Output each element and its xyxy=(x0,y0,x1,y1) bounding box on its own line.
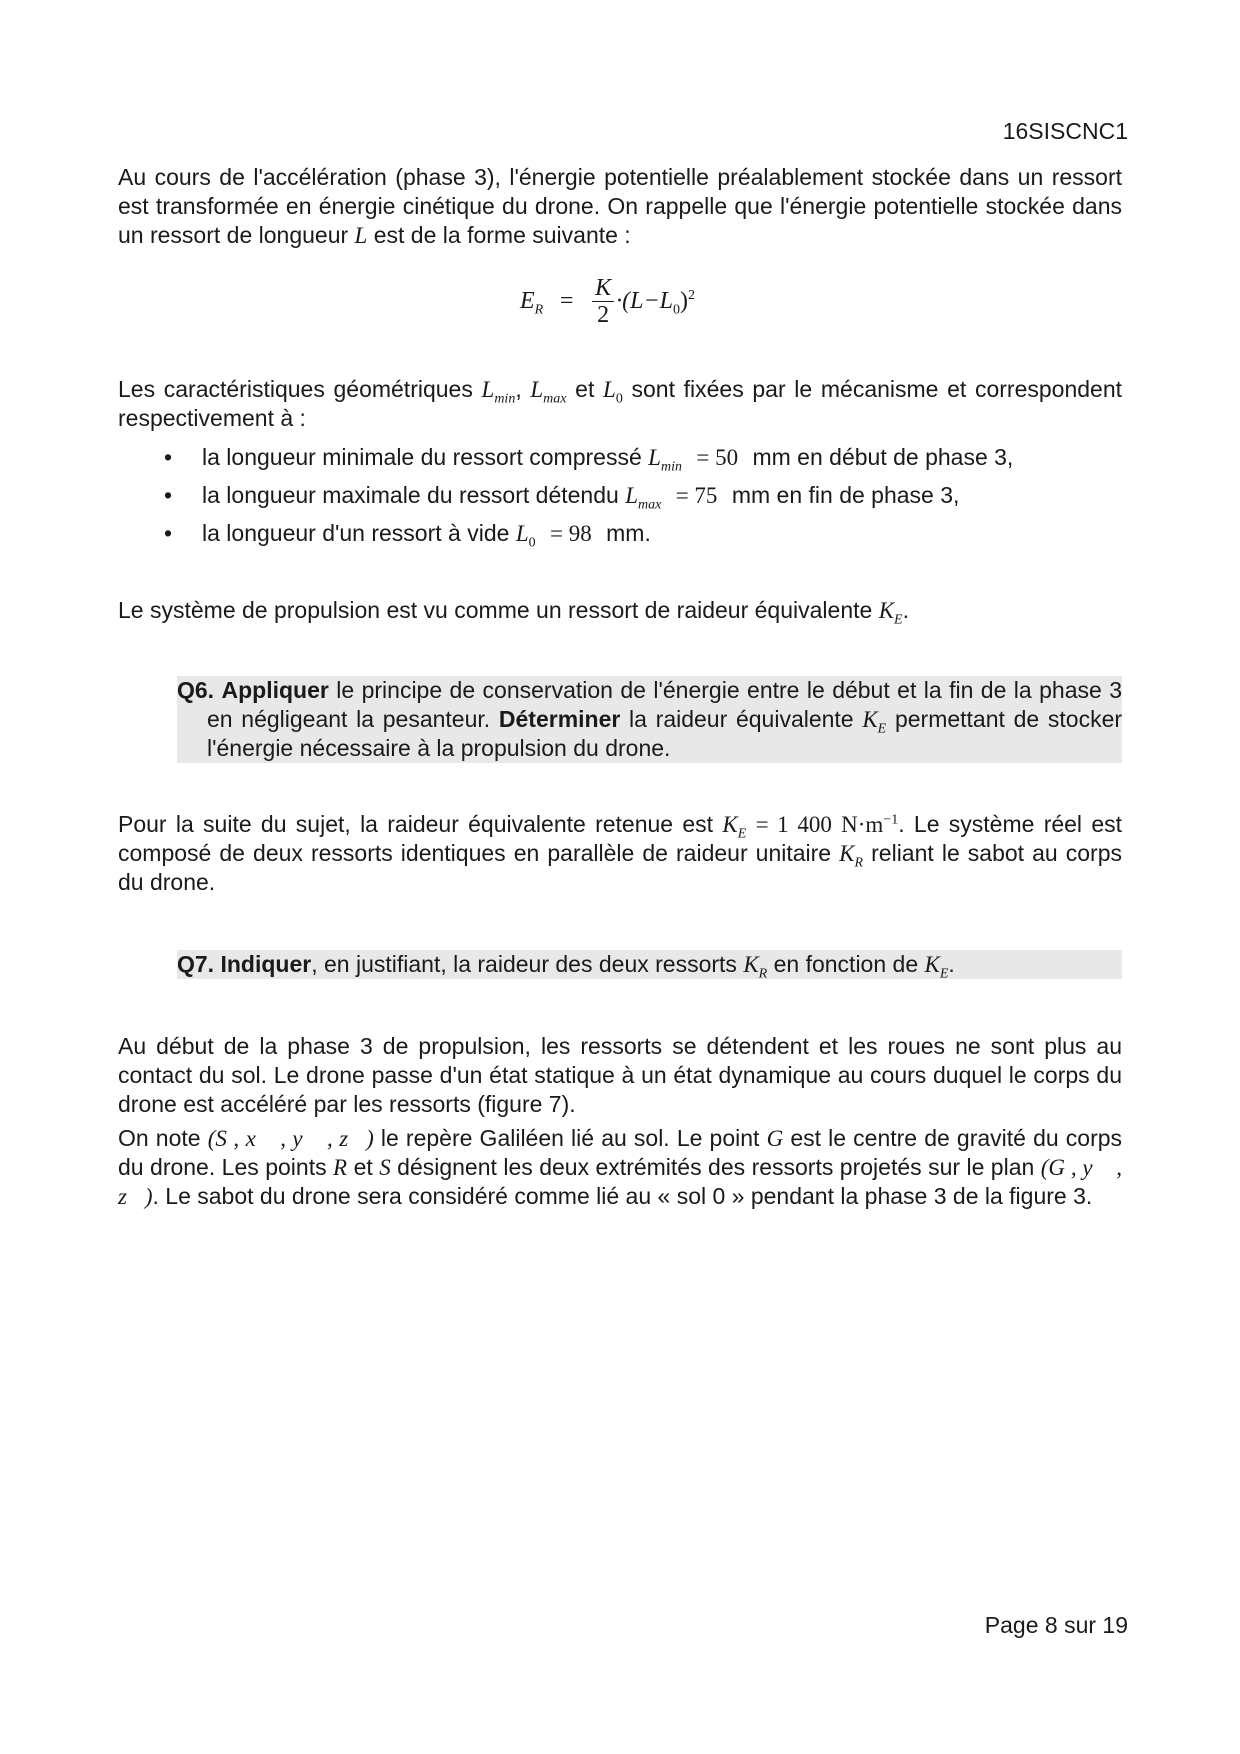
propulsion-paragraph xyxy=(118,596,1122,628)
suite-unit: N·m xyxy=(841,812,884,837)
suite-text-2: . Le système réel est composé de deux ressorts identiques en parallèle de raideur unitaire xyxy=(118,811,1123,866)
item-value: = 50 xyxy=(696,445,739,470)
item-text: la longueur minimale du ressort compressé xyxy=(202,444,642,470)
symbol-lmin: L xyxy=(481,377,495,402)
document-reference: 16SISCNC1 xyxy=(1002,118,1128,144)
q6-verb-appliquer: Appliquer xyxy=(221,677,329,703)
point-g: G xyxy=(766,1126,784,1151)
item-symbol-sub: max xyxy=(637,497,662,513)
phase3-text-2e: désignent les deux extrémités des ressorts projetés sur le plan xyxy=(397,1154,1035,1180)
propulsion-text: Le système de propulsion est vu comme un ressort de raideur équivalente xyxy=(118,597,873,623)
q7-symbol-ke-sub: E xyxy=(939,966,949,982)
suite-text-3: reliant le sabot au corps du drone. xyxy=(118,840,1123,895)
point-r: R xyxy=(333,1155,348,1180)
item-symbol: L xyxy=(648,445,661,470)
item-value: = 98 xyxy=(550,521,592,546)
phase3-text-2b: le repère Galiléen lié au sol. Le point xyxy=(380,1125,760,1151)
item-value: = 75 xyxy=(675,483,718,508)
length-list xyxy=(118,438,1122,552)
energy-equation xyxy=(0,275,1240,335)
q7-label: Q7. xyxy=(177,951,215,977)
phase3-text-2c: est le centre de gravité du corps du drone. Les points xyxy=(118,1125,1123,1180)
q7-end: . xyxy=(948,951,955,977)
phase3-paragraph-2 xyxy=(118,1124,1122,1211)
q6-text-1: le principe de conservation de l'énergie entre le début et la fin de la phase 3 en négligeant la pesanteur. xyxy=(207,677,1122,732)
plane-gyz: (G , y⃗ , z⃗) xyxy=(118,1155,1123,1209)
q6-verb-determiner: Déterminer xyxy=(498,706,621,732)
symbol-L: L xyxy=(354,223,368,248)
suite-unit-exponent: −1 xyxy=(883,812,899,828)
list-item xyxy=(118,438,1122,476)
suite-symbol-kr-sub: R xyxy=(854,855,864,871)
item-symbol-sub: min xyxy=(660,459,682,475)
symbol-lmax: L xyxy=(530,377,544,402)
list-item xyxy=(118,514,1122,552)
q6-text-2: la raideur équivalente xyxy=(629,706,854,732)
q6-label: Q6. xyxy=(177,677,215,703)
eq-rhs-sub: 0 xyxy=(673,302,681,318)
geometry-text-2: sont fixées par le mécanisme et correspondent respectivement à : xyxy=(118,376,1123,431)
suite-value: = 1 400 xyxy=(755,812,832,837)
item-unit-text: mm en début de phase 3, xyxy=(752,444,1014,470)
point-s: S xyxy=(379,1155,391,1180)
item-symbol: L xyxy=(515,521,529,546)
item-text: la longueur maximale du ressort détendu xyxy=(202,482,619,508)
q7-verb-indiquer: Indiquer xyxy=(220,951,312,977)
eq-numerator: K xyxy=(592,275,614,302)
question-q6 xyxy=(177,676,1122,763)
suite-symbol-ke: K xyxy=(722,812,738,837)
page-number: Page 8 sur 19 xyxy=(984,1612,1128,1638)
phase3-paragraph-1 xyxy=(118,1032,1122,1119)
item-unit-text: mm en fin de phase 3, xyxy=(731,482,960,508)
symbol-l0: L xyxy=(603,377,616,402)
phase3-text-1: Au début de la phase 3 de propulsion, les ressorts se détendent et les roues ne sont plus au contact du sol. Le drone passe d'un état statique à un état dynamique au cours duquel le corps du drone est accéléré par les ressorts (figure 7). xyxy=(118,1033,1122,1117)
list-item xyxy=(118,476,1122,514)
q6-text-3: permettant de stocker l'énergie nécessaire à la propulsion du drone. xyxy=(207,706,1123,761)
geometry-text-1: Les caractéristiques géométriques xyxy=(118,376,473,402)
intro-text-1: Au cours de l'accélération (phase 3), l'énergie potentielle préalablement stockée dans un ressort est transformée en énergie cinétique du drone. On rappelle que l'énergie potentielle stockée dans un ressort de longueur xyxy=(118,164,1122,248)
symbol-l0-sub: 0 xyxy=(615,391,623,407)
suite-symbol-ke-sub: E xyxy=(737,826,747,842)
item-symbol: L xyxy=(625,483,638,508)
intro-text-2: est de la forme suivante : xyxy=(373,222,631,248)
eq-denominator: 2 xyxy=(597,302,610,328)
item-text: la longueur d'un ressort à vide xyxy=(202,520,510,546)
q7-symbol-kr: K xyxy=(743,952,759,977)
item-unit-text: mm. xyxy=(606,520,651,546)
geometry-sep: , xyxy=(515,376,522,402)
q6-symbol-ke-sub: E xyxy=(877,721,887,737)
eq-lhs-sub: R xyxy=(534,302,544,318)
symbol-lmax-sub: max xyxy=(543,391,567,407)
eq-rhs: ·(L−L xyxy=(616,287,674,314)
eq-rhs-close: ) xyxy=(680,287,689,314)
symbol-ke: K xyxy=(878,598,895,623)
q7-text-1: , en justifiant, la raideur des deux ressorts xyxy=(311,951,737,977)
q7-text-2: en fonction de xyxy=(773,951,919,977)
suite-symbol-kr: K xyxy=(839,841,855,866)
phase3-text-2f: . Le sabot du drone sera considéré comme lié au « sol 0 » pendant la phase 3 de la figure 3. xyxy=(152,1183,1093,1209)
eq-equals: = xyxy=(559,287,574,314)
eq-lhs: E xyxy=(520,287,535,314)
item-symbol-sub: 0 xyxy=(528,535,536,551)
symbol-ke-sub: E xyxy=(894,612,903,628)
q7-symbol-kr-sub: R xyxy=(758,966,768,982)
intro-paragraph xyxy=(118,163,1122,250)
frame-galilean: (S , x⃗ , y⃗ , z⃗) xyxy=(207,1126,374,1151)
suite-paragraph xyxy=(118,810,1122,897)
symbol-lmin-sub: min xyxy=(494,391,516,407)
question-q7 xyxy=(177,950,1122,982)
eq-fraction xyxy=(592,275,614,328)
eq-square: 2 xyxy=(688,287,696,303)
q6-symbol-ke: K xyxy=(862,707,878,732)
phase3-text-2a: On note xyxy=(118,1125,201,1151)
q7-symbol-ke: K xyxy=(924,952,940,977)
propulsion-end: . xyxy=(902,597,909,623)
phase3-text-2d: et xyxy=(353,1154,373,1180)
geometry-et: et xyxy=(575,376,595,402)
suite-text-1: Pour la suite du sujet, la raideur équivalente retenue est xyxy=(118,811,714,837)
geometry-paragraph xyxy=(118,375,1122,433)
